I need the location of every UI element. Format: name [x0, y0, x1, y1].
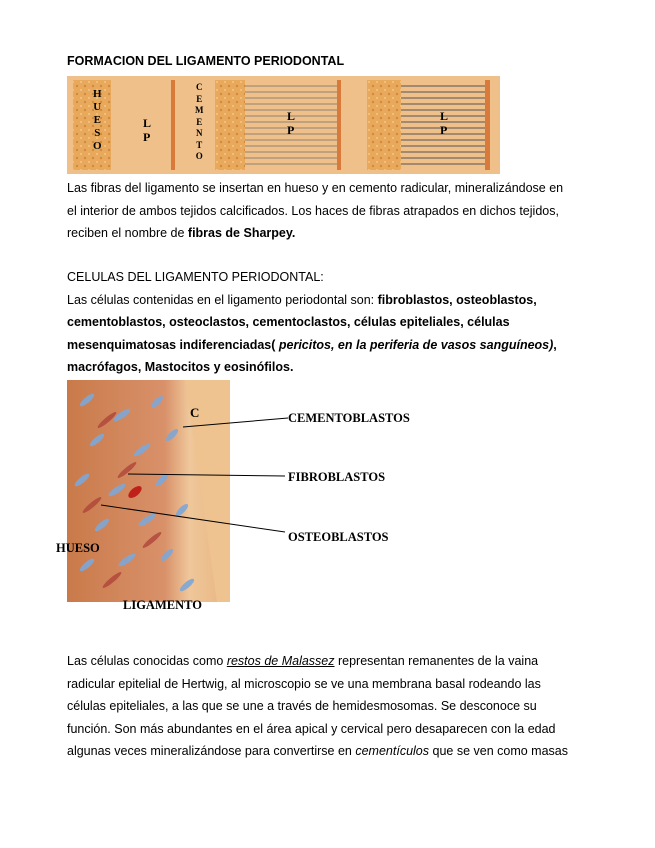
label-letter: H [93, 88, 102, 100]
lp-label-1: L P [143, 116, 151, 144]
label-letter: C [196, 82, 203, 92]
section-title: CELULAS DEL LIGAMENTO PERIODONTAL: [67, 270, 324, 284]
c-label: C [190, 405, 200, 420]
hueso-label: HUESO [56, 541, 100, 555]
bold-term: fibroblastos, osteoblastos, [377, 292, 537, 307]
bold-term: cementoblastos, osteoclastos, cementoclastos, células epiteliales, células [67, 315, 510, 329]
label-letter: S [94, 127, 101, 139]
text-line [67, 740, 587, 763]
label-letter: O [195, 151, 203, 161]
text-line: radicular epitelial de Hertwig, al microscopio se ve una membrana basal rodeando las [67, 676, 541, 691]
label-letter: N [196, 128, 203, 138]
lp-label-3: L P [440, 109, 448, 137]
underlined-term: restos de Malassez [226, 654, 335, 668]
text-line: el interior de ambos tejidos calcificados. Los haces de fibras atrapados en dichos tejidos, [67, 203, 559, 218]
label-letter: E [196, 93, 203, 104]
bold-term: mesenquimatosas indiferenciadas( [67, 337, 276, 352]
bold-term: fibras de Sharpey. [187, 226, 296, 240]
bold-term: macrófagos, Mastocitos y eosinófilos. [67, 360, 294, 374]
osteoblastos-label: OSTEOBLASTOS [288, 530, 389, 544]
italic-term: cementículos [355, 744, 430, 758]
cementoblastos-label: CEMENTOBLASTOS [288, 411, 410, 425]
text-span: Las células contenidas en el ligamento periodontal son: [67, 292, 378, 307]
italic-term: pericitos, en la periferia de vasos sanguíneos) [275, 337, 554, 352]
text-line: Las fibras del ligamento se insertan en hueso y en cemento radicular, mineralizándose en [67, 181, 564, 195]
label-letter: E [93, 114, 101, 126]
text-line: función. Son más abundantes en el área apical y cervical pero desaparecen con la edad [67, 721, 556, 736]
bold-term: , [553, 337, 557, 352]
fibroblastos-label: FIBROBLASTOS [288, 470, 386, 484]
text-span: Las células conocidas como [67, 654, 227, 668]
label-letter: M [195, 105, 204, 115]
label-letter: T [196, 139, 203, 150]
paragraph-malassez [67, 650, 587, 763]
text-line [67, 650, 587, 673]
text-span: reciben el nombre de [67, 226, 188, 240]
label-letter: O [93, 140, 102, 152]
label-letter: U [93, 101, 102, 113]
ligamento-label: LIGAMENTO [123, 598, 202, 612]
text-span: que se ven como masas [429, 744, 568, 758]
text-span: algunas veces mineralizándose para convertirse en [67, 744, 356, 758]
label-letter: E [196, 116, 203, 127]
page-title: FORMACION DEL LIGAMENTO PERIODONTAL [67, 54, 345, 68]
text-line: células epiteliales, a las que se une a través de hemidesmosomas. Se desconoce su [67, 699, 537, 713]
text-span: representan remanentes de la vaina [334, 654, 539, 668]
lp-label-2: L P [287, 109, 295, 137]
